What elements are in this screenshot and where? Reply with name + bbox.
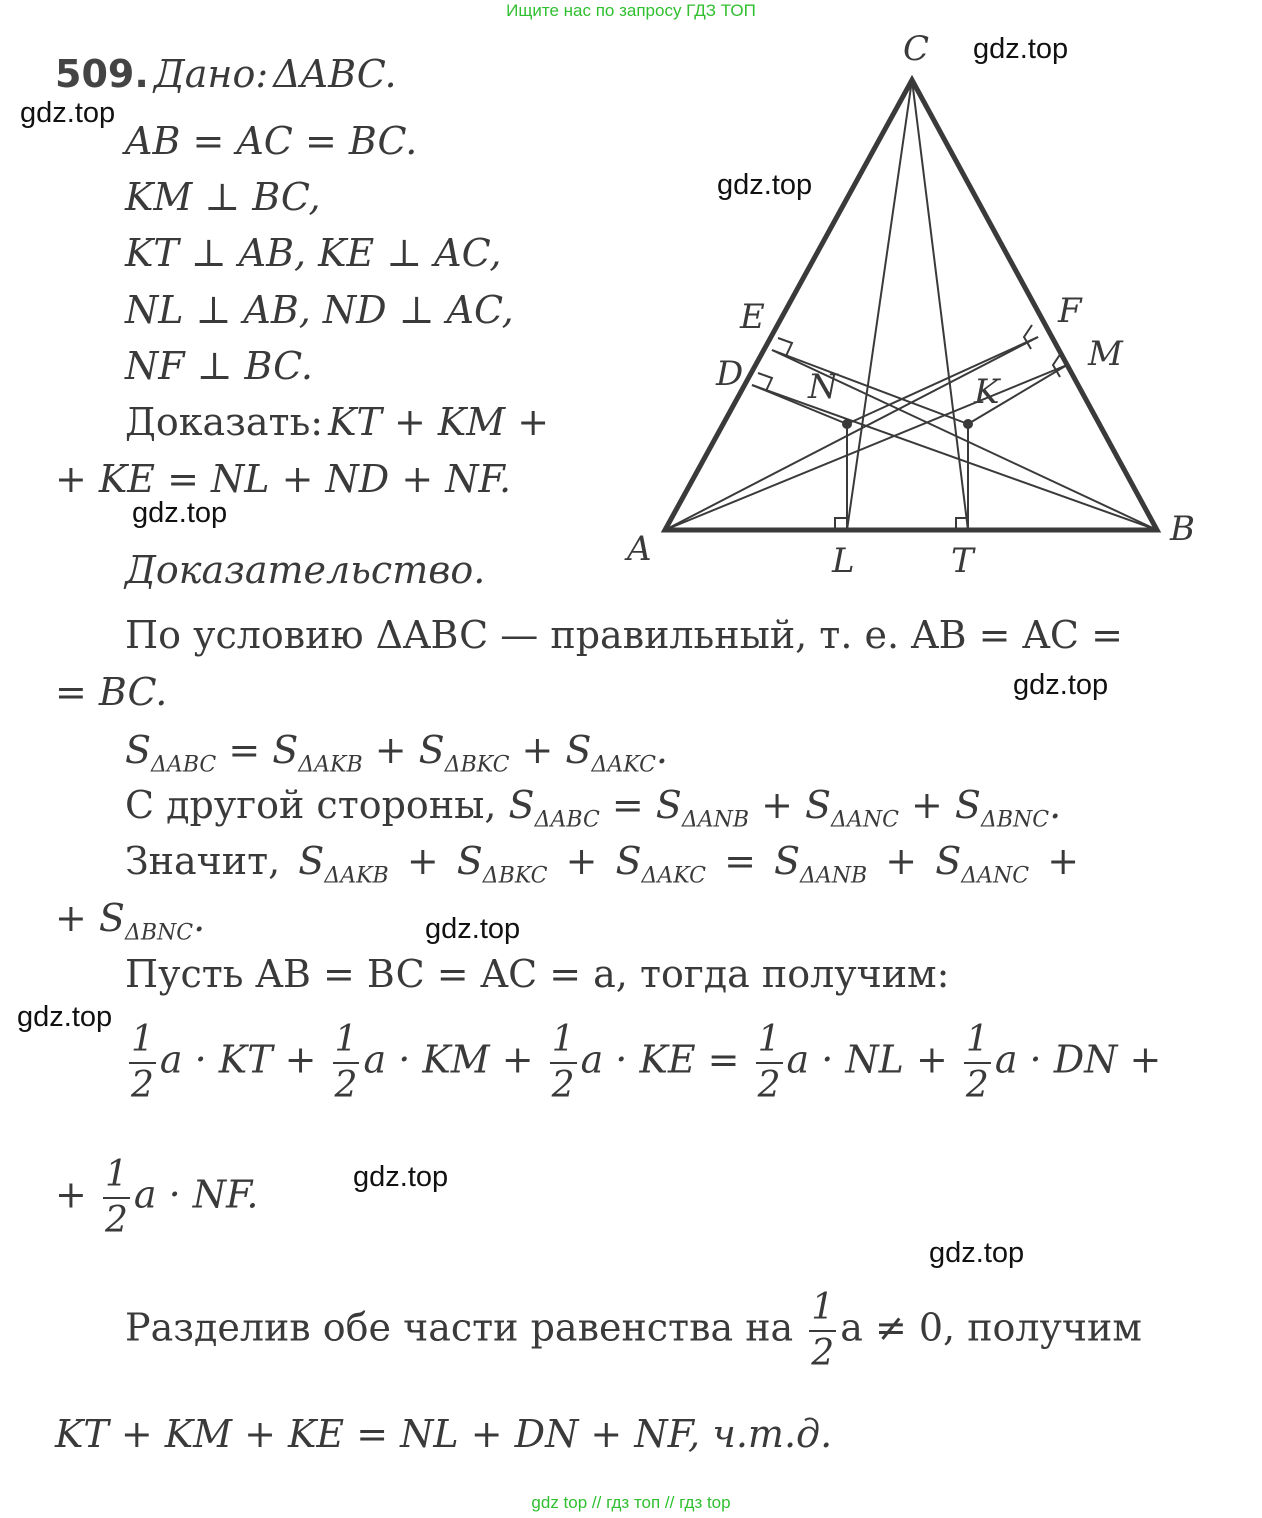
- top-banner[interactable]: Ищите нас по запросу ГДЗ ТОП: [506, 1, 756, 20]
- label-t: T: [951, 541, 974, 581]
- prove-expr: KT + KM +: [328, 400, 550, 444]
- triangle-figure: [620, 25, 1220, 590]
- line-cl: [847, 80, 912, 530]
- line-nf: [847, 337, 1038, 424]
- proof-line-cont: + $S_{\Delta BNC}$.: [55, 896, 206, 946]
- fraction-equation-tail: + $\frac{1}{2}$ a · NF.: [55, 1154, 259, 1241]
- label-d: D: [716, 354, 744, 394]
- watermark: gdz.top: [929, 1237, 1025, 1269]
- watermark: gdz.top: [20, 97, 116, 129]
- label-m: M: [1088, 334, 1123, 374]
- proof-line: По условию ΔABC — правильный, т. е. AB = AC =: [125, 613, 1123, 657]
- watermark: gdz.top: [17, 1001, 113, 1033]
- problem-number: 509.: [55, 52, 149, 96]
- label-b: B: [1170, 509, 1195, 549]
- proof-line-therefore: Значит, $S_{\Delta AKB} + S_{\Delta BKC} + S_{\Delta AKC} = S_{\Delta ANB} + S_{\Delta ANC}$ +: [125, 839, 1080, 889]
- bottom-banner[interactable]: gdz top // гдз топ // гдз top: [531, 1493, 731, 1512]
- label-f: F: [1058, 291, 1082, 331]
- proof-line-let: Пусть AB = BC = AC = a, тогда получим:: [125, 952, 950, 996]
- label-e: E: [740, 297, 765, 337]
- prove-label: Доказать:: [125, 400, 324, 444]
- point-k: [963, 419, 973, 429]
- watermark: gdz.top: [973, 33, 1069, 65]
- problem-header: [55, 52, 397, 96]
- label-k: K: [974, 372, 1000, 412]
- right-angle-f: [1024, 325, 1032, 349]
- watermark: gdz.top: [717, 169, 813, 201]
- condition: NF ⊥ BC.: [125, 344, 313, 388]
- proof-label: Доказательство.: [125, 548, 486, 592]
- watermark: gdz.top: [353, 1161, 449, 1193]
- label-a: A: [627, 529, 652, 569]
- condition: KM ⊥ BC,: [125, 175, 321, 219]
- label-c: C: [903, 29, 930, 69]
- prove-line: [125, 400, 549, 444]
- proof-line: = BC.: [55, 670, 168, 714]
- label-n: N: [808, 367, 838, 407]
- prove-expr-cont: + KE = NL + ND + NF.: [55, 457, 512, 501]
- given-label: Дано:: [153, 52, 269, 96]
- watermark: gdz.top: [425, 913, 521, 945]
- condition: KT ⊥ AB, KE ⊥ AC,: [125, 231, 502, 275]
- line-ct: [912, 80, 968, 530]
- given-triangle: ΔABC.: [273, 52, 397, 96]
- conclusion: KT + KM + KE = NL + DN + NF, ч.т.д.: [55, 1412, 833, 1456]
- point-n: [842, 419, 852, 429]
- watermark: gdz.top: [1013, 669, 1109, 701]
- condition: NL ⊥ AB, ND ⊥ AC,: [125, 288, 514, 332]
- area-equation: $S_{\Delta ABC} = S_{\Delta AKB} + S_{\Delta BKC} + S_{\Delta AKC}$.: [125, 728, 668, 778]
- condition: AB = AC = BC.: [125, 119, 418, 163]
- label-l: L: [832, 541, 855, 581]
- triangle-abc: [665, 80, 1157, 530]
- divide-line: Разделив обе части равенства на $\frac{1}{2}$ a ≠ 0, получим: [125, 1287, 1142, 1374]
- proof-line-other-side: С другой стороны, $S_{\Delta ABC} = S_{\Delta ANB} + S_{\Delta ANC} + S_{\Delta BNC}$.: [125, 783, 1062, 833]
- watermark: gdz.top: [132, 497, 228, 529]
- fraction-equation: $\frac{1}{2}$ a · KT + $\frac{1}{2}$ a · KM + $\frac{1}{2}$ a · KE = $\frac{1}{2}$ a · NL + $\frac{1}{2}$ a · DN +: [131, 1019, 1162, 1106]
